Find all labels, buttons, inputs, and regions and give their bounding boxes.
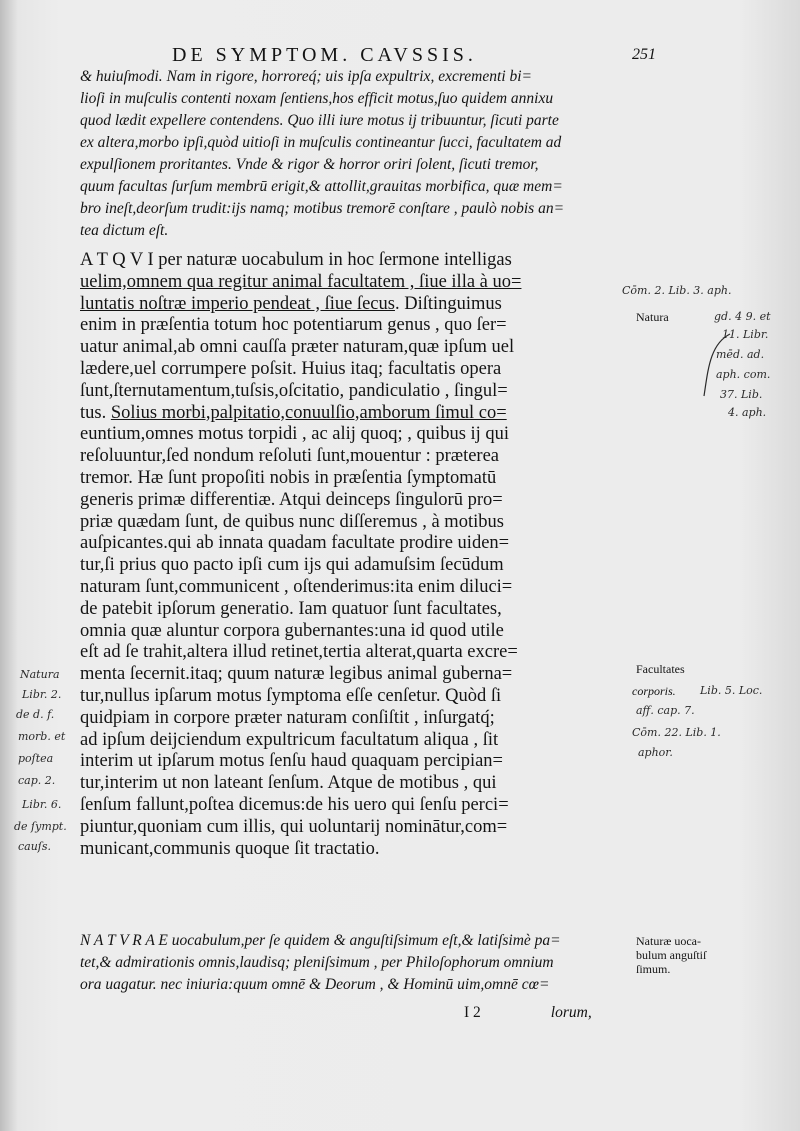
text-line: piuntur,quoniam cum illis, qui uoluntarij nominātur,com= — [80, 816, 508, 837]
margin-note-naturae-1: Naturæ uoca- — [636, 934, 701, 948]
text-line: lioſi in muſculis contenti noxam ſentiens,hos efficit motus,ſuo quidem annixu — [80, 90, 554, 107]
text-line: tea dictum eſt. — [80, 222, 169, 239]
handwritten-note: Cōm. 22. Lib. 1. — [632, 726, 721, 739]
margin-note-facultates: Facultates — [636, 662, 685, 676]
text-line: N A T V R A E uocabulum,per ſe quidem & anguſtiſsimum eſt,& latiſsimè pa= — [80, 932, 561, 949]
text-line: bro ineſt,deorſum trudit:ijs namq; motibus tremorē conſtare , paulò nobis an= — [80, 200, 565, 217]
handwritten-note: aphor. — [638, 746, 673, 759]
margin-note-corporis: corporis. — [632, 684, 676, 698]
text-line: enim in præſentia totum hoc potentiarum genus , quo ſer= — [80, 315, 507, 336]
signature-mark: I 2 — [464, 1004, 481, 1021]
handwritten-note: Natura — [20, 668, 60, 681]
handwritten-note: de ſympt. — [14, 820, 67, 833]
text-line: tremor. Hæ ſunt propoſiti nobis in præſentia ſymptomatū — [80, 467, 497, 488]
text-line: ſenſum fallunt,poſtea dicemus:de his uero qui ſenſu perci= — [80, 794, 509, 815]
text-line: lædere,uel corrumpere poſsit. Huius itaq; facultatis opera — [80, 358, 502, 379]
text-line: quum facultas ſurſum membrū erigit,& attollit,grauitas morbifica, quæ mem= — [80, 178, 563, 195]
handwritten-note: Lib. 5. Loc. — [700, 684, 763, 697]
text-line: naturam ſunt,communicent , oſtenderimus:ita enim diluci= — [80, 576, 513, 597]
handwritten-bracket-icon — [700, 330, 740, 400]
underlined-phrase: Solius morbi,palpitatio,conuulſio,amborum ſimul co= — [110, 402, 507, 423]
handwritten-note: 4. aph. — [728, 406, 767, 419]
underlined-phrase: luntatis noſtræ imperio pendeat , ſiue ſecus — [80, 293, 395, 314]
text-line: auſpicantes.qui ab innata quadam facultate prodire uiden= — [80, 533, 510, 554]
text-line: tet,& admirationis omnis,laudisq; pleniſsimum , per Philoſophorum omnium — [80, 954, 554, 971]
handwritten-note: de d. f. — [16, 708, 55, 721]
text-line: eſt ad ſe trahit,altera illud retinet,tertia alterat,quarta excre= — [80, 642, 518, 663]
handwritten-note: poſtea — [18, 752, 54, 765]
text-line — [80, 403, 610, 425]
underlined-line: uelim,omnem qua regitur animal facultatem , ſiue illa à uo= — [80, 271, 522, 292]
text-span: . Diſtinguimus — [394, 293, 502, 314]
paragraph-2 — [80, 250, 610, 860]
text-line: & huiuſmodi. Nam in rigore, horroreq́; uis ipſa expultrix, excrementi bi= — [80, 68, 533, 85]
text-line: ora uagatur. nec iniuria:quum omnē & Deorum , & Hominū uim,omnē cœ= — [80, 976, 550, 993]
handwritten-note: Cōm. 2. Lib. 3. aph. — [622, 284, 732, 297]
text-line: A T Q V I per naturæ uocabulum in hoc ſermone intelligas — [80, 250, 512, 270]
text-line: ad ipſum deijciendum expultricum facultatum aliqua , ſit — [80, 729, 499, 750]
text-line: menta ſecernit.itaq; quum naturæ legibus animal guberna= — [80, 664, 513, 685]
margin-note-naturae-3: ſimum. — [636, 962, 671, 976]
handwritten-note: morb. et — [18, 730, 66, 743]
text-line: expulſionem proritantes. Vnde & rigor & horror oriri ſolent, ſicuti tremor, — [80, 156, 539, 173]
page-number: 251 — [632, 46, 656, 63]
catchword: lorum, — [550, 1004, 592, 1021]
text-line: de patebit ipſorum generatio. Iam quatuor ſunt facultates, — [80, 598, 502, 619]
handwritten-note: mēd. ad. — [716, 348, 765, 361]
text-line: tur,ſi prius quo pacto ipſi cum ijs qui adamuſsim ſecūdum — [80, 555, 504, 576]
text-line: ſunt,ſternutamentum,tuſsis,oſcitatio, pandiculatio , ſingul= — [80, 380, 508, 401]
catchline — [464, 1004, 614, 1022]
handwritten-note: cauſs. — [18, 840, 52, 853]
margin-note-naturae-2: bulum anguſtiſ — [636, 948, 707, 962]
text-line: euntium,omnes motus torpidi , ac alij quoq; , quibus ij qui — [80, 424, 510, 445]
text-line: quod lædit expellere contendens. Quo illi iure motus ij tribuuntur, ſicuti parte — [80, 112, 559, 129]
handwritten-note: aph. com. — [716, 368, 771, 381]
handwritten-note: aff. cap. 7. — [636, 704, 695, 717]
handwritten-note: Libr. 6. — [22, 798, 62, 811]
handwritten-note: Libr. 2. — [22, 688, 62, 701]
text-line: interim ut ipſarum motus ſenſu haud quaquam percipian= — [80, 751, 503, 772]
text-line: quidpiam in corpore præter naturam conſiſtit , inſurgatq́; — [80, 707, 495, 728]
paragraph-3 — [80, 930, 610, 996]
running-title: DE SYMPTOM. CAVSSIS. — [172, 44, 477, 66]
text-line: reſoluuntur,ſed nondum reſoluti ſunt,mouentur : præterea — [80, 446, 500, 467]
paragraph-1 — [80, 66, 610, 242]
text-line: tur,nullus ipſarum motus ſymptoma eſſe cenſetur. Quòd ſi — [80, 685, 502, 706]
text-line: priæ quædam ſunt, de quibus nunc diſſeremus , à motibus — [80, 511, 504, 532]
handwritten-note: cap. 2. — [18, 774, 56, 787]
handwritten-note: gd. 4 9. et — [714, 310, 771, 323]
text-span: tus. — [80, 402, 111, 423]
margin-note-natura: Natura — [636, 310, 669, 324]
handwritten-note: 37. Lib. — [720, 388, 763, 401]
handwritten-note: 11. Libr. — [722, 328, 769, 341]
text-line: uatur animal,ab omni cauſſa præter naturam,quæ ipſum uel — [80, 337, 515, 358]
text-line: generis primæ differentiæ. Atqui deinceps ſingulorū pro= — [80, 489, 503, 510]
text-line — [80, 294, 610, 316]
text-line: omnia quæ aluntur corpora gubernantes:una id quod utile — [80, 620, 504, 641]
text-line: tur,interim ut non lateant ſenſum. Atque de motibus , qui — [80, 773, 497, 794]
text-line: municant,communis quoque ſit tractatio. — [80, 838, 380, 859]
text-line: ex altera,morbo ipſi,quòd uitioſi in muſculis contineantur ſucci, facultatem ad — [80, 134, 562, 151]
